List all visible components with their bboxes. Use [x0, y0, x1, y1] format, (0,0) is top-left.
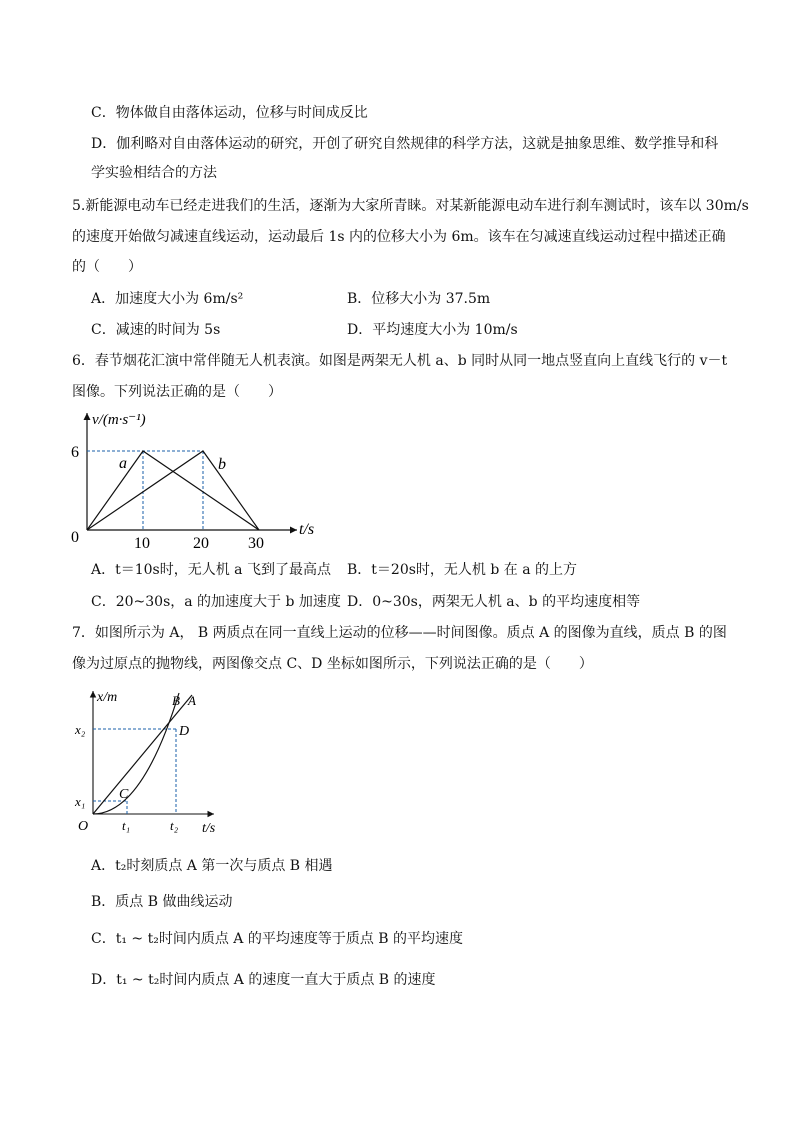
q4-option-c: C．物体做自由落体运动，位移与时间成反比 — [91, 105, 368, 121]
graph-line-a — [87, 451, 259, 530]
q7-stem-line1: 7．如图所示为 A， B 两质点在同一直线上运动的位移——时间图像。质点 A 的图像为直线，质点 B 的图 — [72, 625, 727, 641]
point-c-label: C — [119, 787, 129, 802]
q5-option-b: B．位移大小为 37.5m — [347, 291, 491, 307]
t-axis-label: t/s — [202, 821, 216, 835]
q5-stem-line3: 的（ ） — [72, 259, 142, 275]
q6-option-d: D．0~30s，两架无人机 a、b 的平均速度相等 — [347, 594, 641, 610]
line-a-label: a — [119, 455, 127, 472]
graph-line-a — [93, 695, 192, 814]
line-a-label: A — [188, 693, 196, 708]
q4-option-d-line2: 学实验相结合的方法 — [91, 165, 217, 181]
q5-stem-line2: 的速度开始做匀减速直线运动，运动最后 1s 内的位移大小为 6m。该车在匀减速直线运动过程中描述正确 — [72, 229, 726, 245]
t-tick-30: 30 — [248, 535, 264, 550]
q7-option-a: A．t₂时刻质点 A 第一次与质点 B 相遇 — [91, 858, 333, 874]
q6-option-b: B．t＝20s时，无人机 b 在 a 的上方 — [347, 562, 578, 578]
curve-b-label: B — [172, 693, 180, 708]
graph-line-b — [87, 451, 259, 530]
x-axis-label: x/m — [97, 690, 118, 705]
t1-tick: t₁ — [122, 818, 131, 833]
q6-stem-line1: 6．春节烟花汇演中常伴随无人机表演。如图是两架无人机 a、b 同时从同一地点竖直向上直线飞行的 v－t — [72, 353, 728, 369]
x2-tick: x₂ — [75, 722, 86, 737]
q7-option-d: D．t₁ ~ t₂时间内质点 A 的速度一直大于质点 B 的速度 — [91, 972, 436, 988]
t-tick-10: 10 — [134, 535, 150, 550]
q5-stem-line1: 5.新能源电动车已经走进我们的生活，逐渐为大家所青睐。对某新能源电动车进行刹车测试时，该车以 30m/s — [72, 198, 749, 214]
q7-stem-line2: 像为过原点的抛物线，两图像交点 C、D 坐标如图所示，下列说法正确的是（ ） — [72, 656, 593, 672]
t-axis-label: t/s — [299, 521, 315, 538]
velocity-time-graph — [65, 405, 335, 550]
q4-option-d-line1: D．伽利略对自由落体运动的研究，开创了研究自然规律的科学方法，这就是抽象思维、数学推导和科 — [91, 136, 719, 152]
q6-stem-line2: 图像。下列说法正确的是（ ） — [72, 384, 282, 400]
point-d-label: D — [179, 724, 190, 739]
q7-option-c: C．t₁ ~ t₂时间内质点 A 的平均速度等于质点 B 的平均速度 — [91, 931, 464, 947]
position-time-graph — [72, 685, 232, 835]
q5-option-d: D．平均速度大小为 10m/s — [347, 322, 518, 338]
x1-tick: x₁ — [75, 794, 86, 809]
v-axis-label: v/(m·s⁻¹) — [92, 412, 146, 428]
origin-label: O — [78, 819, 89, 834]
graph-curve-b — [93, 693, 179, 814]
line-b-label: b — [218, 456, 226, 473]
q5-option-a: A．加速度大小为 6m/s² — [91, 291, 244, 307]
q5-option-c: C．减速的时间为 5s — [91, 322, 221, 338]
q6-option-c: C．20~30s，a 的加速度大于 b 加速度 — [91, 594, 341, 610]
origin-label: 0 — [71, 529, 79, 546]
q6-option-a: A．t＝10s时，无人机 a 飞到了最高点 — [91, 562, 331, 578]
t-tick-20: 20 — [193, 535, 209, 550]
v-tick-6: 6 — [71, 444, 79, 461]
q7-option-b: B．质点 B 做曲线运动 — [91, 894, 233, 910]
t2-tick: t₂ — [170, 818, 179, 833]
